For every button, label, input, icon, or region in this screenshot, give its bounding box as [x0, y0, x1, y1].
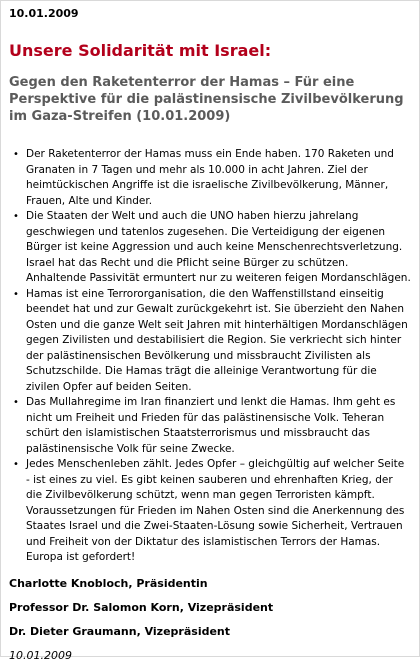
list-item: [9, 287, 411, 396]
list-item: [9, 395, 411, 457]
bullet-icon: •: [13, 459, 19, 470]
bullet-icon: •: [13, 288, 19, 300]
article-title: Unsere Solidarität mit Israel:: [9, 41, 272, 60]
list-item-text: Das Mullahregime im Iran finanziert und lenkt die Hamas. Ihm geht es nicht um Freiheit und Frieden für das palästinensische Volk. Teheran schürt den islamistischen Staatsterrorismus und missbraucht das palästinensische Volk für seine Zwecke.: [26, 396, 396, 455]
list-item: [9, 147, 411, 209]
bullet-icon: •: [13, 149, 19, 160]
article-date: 10.01.2009: [9, 7, 79, 20]
statement-list: [9, 147, 411, 566]
list-item-text: Hamas ist eine Terrororganisation, die den Waffenstillstand einseitig beendet hat und zur Gewalt zurückgekehrt ist. Sie überzieht den Nahen Osten und die ganze Welt seit Jahren mit hinterhältigen Mordanschlägen gegen Zivilisten und destabilisiert die Region. Sie verkriecht sich hinter der palästinensischen Bevölkerung und missbraucht Zivilisten als Schutzschilde. Die Hamas trägt die alleinige Verantwortung für die zivilen Opfer auf beiden Seiten.: [26, 287, 408, 393]
signature-vice-president-2: Dr. Dieter Graumann, Vizepräsident: [9, 624, 231, 638]
list-item-text: Der Raketenterror der Hamas muss ein Ende haben. 170 Raketen und Granaten in 7 Tagen und mehr als 10.000 in acht Jahren. Ziel der heimtückischen Angriffe ist die israelische Zivilbevölkerung, Männer, Frauen, Alte und Kinder.: [26, 148, 394, 207]
article-subtitle: Gegen den Raketenterror der Hamas – Für eine Perspektive für die palästinensische Zivilbevölkerung im Gaza-Streifen (10.01.2009): [9, 75, 404, 124]
signature-block: [9, 577, 411, 639]
list-item: [9, 209, 411, 287]
footer-date: 10.01.2009: [9, 648, 72, 662]
signature-vice-president-1: Professor Dr. Salomon Korn, Vizepräsident: [9, 600, 274, 614]
bullet-icon: •: [13, 211, 19, 222]
list-item: [9, 457, 411, 566]
bullet-icon: •: [13, 397, 19, 408]
list-item-text: Die Staaten der Welt und auch die UNO haben hierzu jahrelang geschwiegen und tatenlos zugesehen. Die Verteidigung der eigenen Bürger ist keine Aggression und auch keine Menschenrechtsverletzung. Israel hat das Recht und die Pflicht seine Bürger zu schützen. Anhaltende Passivität ermuntert nur zu weiteren feigen Mordanschlägen.: [26, 210, 411, 284]
list-item-text: Jedes Menschenleben zählt. Jedes Opfer – gleichgültig auf welcher Seite - ist eines zu viel. Es gibt keinen sauberen und ehrenhaften Krieg, der die Zivilbevölkerung schützt, wenn man gegen Terroristen kämpft. Voraussetzungen für Frieden im Nahen Osten sind die Anerkennung des Staates Israel und die Zwei-Staaten-Lösung sowie Sicherheit, Vertrauen und Freiheit von der Diktatur des islamistischen Terrors der Hamas. Europa ist gefordert!: [26, 458, 405, 563]
signature-president: Charlotte Knobloch, Präsidentin: [9, 576, 208, 590]
